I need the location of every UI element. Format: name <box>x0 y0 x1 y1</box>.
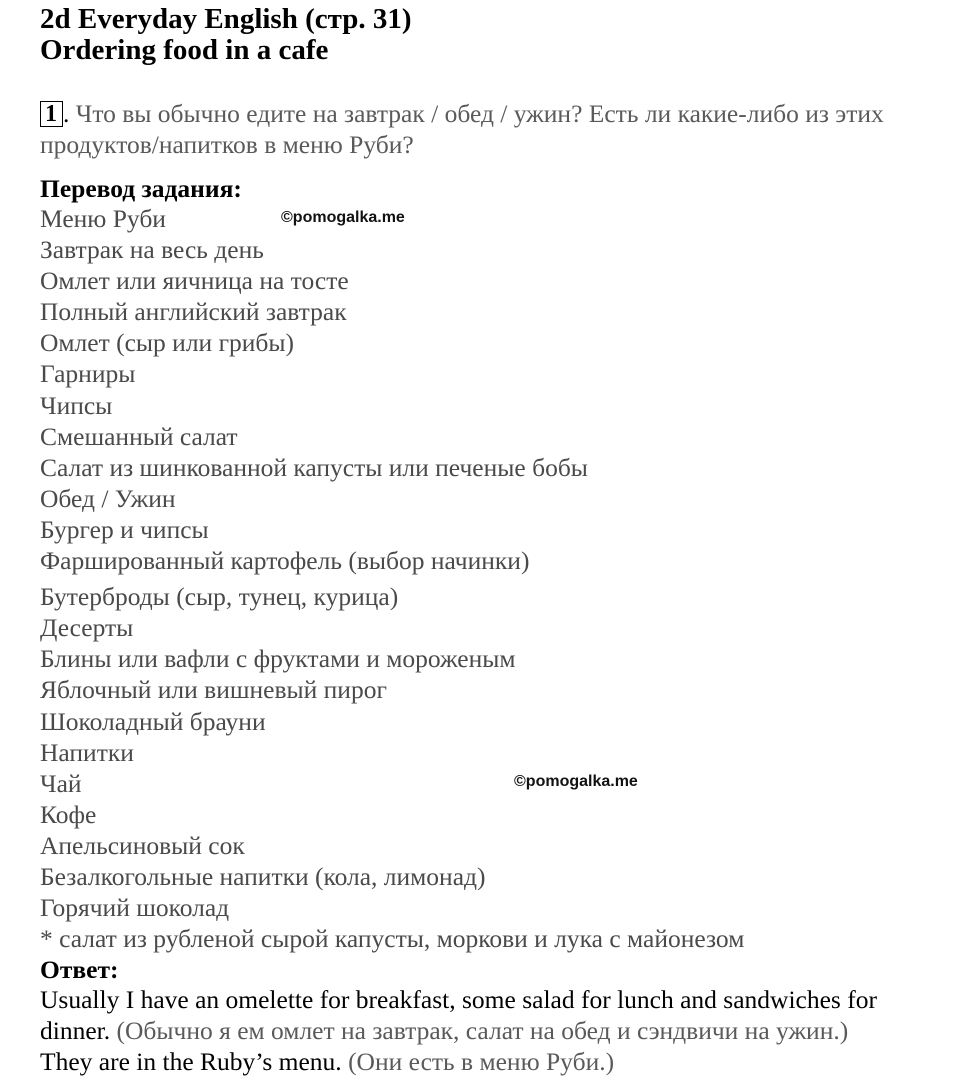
list-item: Блины или вафли с фруктами и мороженым <box>40 644 516 674</box>
answer-heading: Ответ: <box>40 955 119 985</box>
task-text: Что вы обычно едите на завтрак / обед / ужин? Есть ли какие-либо из этих продуктов/напитков в меню Руби? <box>40 99 884 159</box>
list-item: Гарниры <box>40 359 136 389</box>
list-item: Чипсы <box>40 390 113 420</box>
watermark-top: ©pomogalka.me <box>281 209 405 226</box>
answer-line-2-russian: (Они есть в меню Руби.) <box>341 1047 615 1077</box>
answer-line-1-russian: (Обычно я ем омлет на завтрак, салат на обед и сэндвичи на ужин.) <box>110 1016 849 1046</box>
list-item: Смешанный салат <box>40 421 238 451</box>
watermark-middle: ©pomogalka.me <box>514 773 638 790</box>
answer-line-1 <box>40 984 940 1046</box>
answer-line-2-english: They are in the Ruby’s menu. <box>40 1047 342 1077</box>
translation-heading: Перевод задания: <box>40 174 242 203</box>
list-item: Омлет (сыр или грибы) <box>40 328 295 358</box>
title-line-1: 2d Everyday English (стр. 31) <box>40 3 412 35</box>
list-item: Кофе <box>40 799 97 829</box>
list-item: Завтрак на весь день <box>40 235 264 265</box>
list-item: Десерты <box>40 613 134 643</box>
page-title <box>40 4 940 66</box>
list-item: Бургер и чипсы <box>40 514 209 544</box>
footnote: * салат из рубленой сырой капусты, моркови и лука с майонезом <box>40 924 745 954</box>
list-item: Меню Руби <box>40 204 166 233</box>
translation-list <box>40 203 940 923</box>
task-prompt <box>40 98 940 160</box>
document-page <box>40 0 940 1077</box>
list-item: Шоколадный брауни <box>40 706 266 736</box>
list-item: Апельсиновый сок <box>40 830 245 860</box>
list-item: Напитки <box>40 737 134 767</box>
task-number-box: 1 <box>40 101 63 127</box>
list-item: Полный английский завтрак <box>40 297 347 327</box>
list-item: Фаршированный картофель (выбор начинки) <box>40 546 530 576</box>
list-item: Горячий шоколад <box>40 893 230 923</box>
answer-line-1-english: Usually I have an omelette for breakfast, some salad for lunch and sandwiches for dinner. <box>40 985 877 1046</box>
answer-line-2 <box>40 1046 940 1077</box>
list-item: Безалкогольные напитки (кола, лимонад) <box>40 861 486 891</box>
list-item: Омлет или яичница на тосте <box>40 266 349 296</box>
list-item: Салат из шинкованной капусты или печеные бобы <box>40 452 588 482</box>
list-item: Бутерброды (сыр, тунец, курица) <box>40 582 399 612</box>
task-number-dot: . <box>63 99 70 128</box>
list-item: Яблочный или вишневый пирог <box>40 675 387 705</box>
list-item: Чай <box>40 768 82 798</box>
title-line-2: Ordering food in a cafe <box>40 34 329 66</box>
list-item: Обед / Ужин <box>40 483 176 513</box>
answer-text <box>40 984 940 1077</box>
